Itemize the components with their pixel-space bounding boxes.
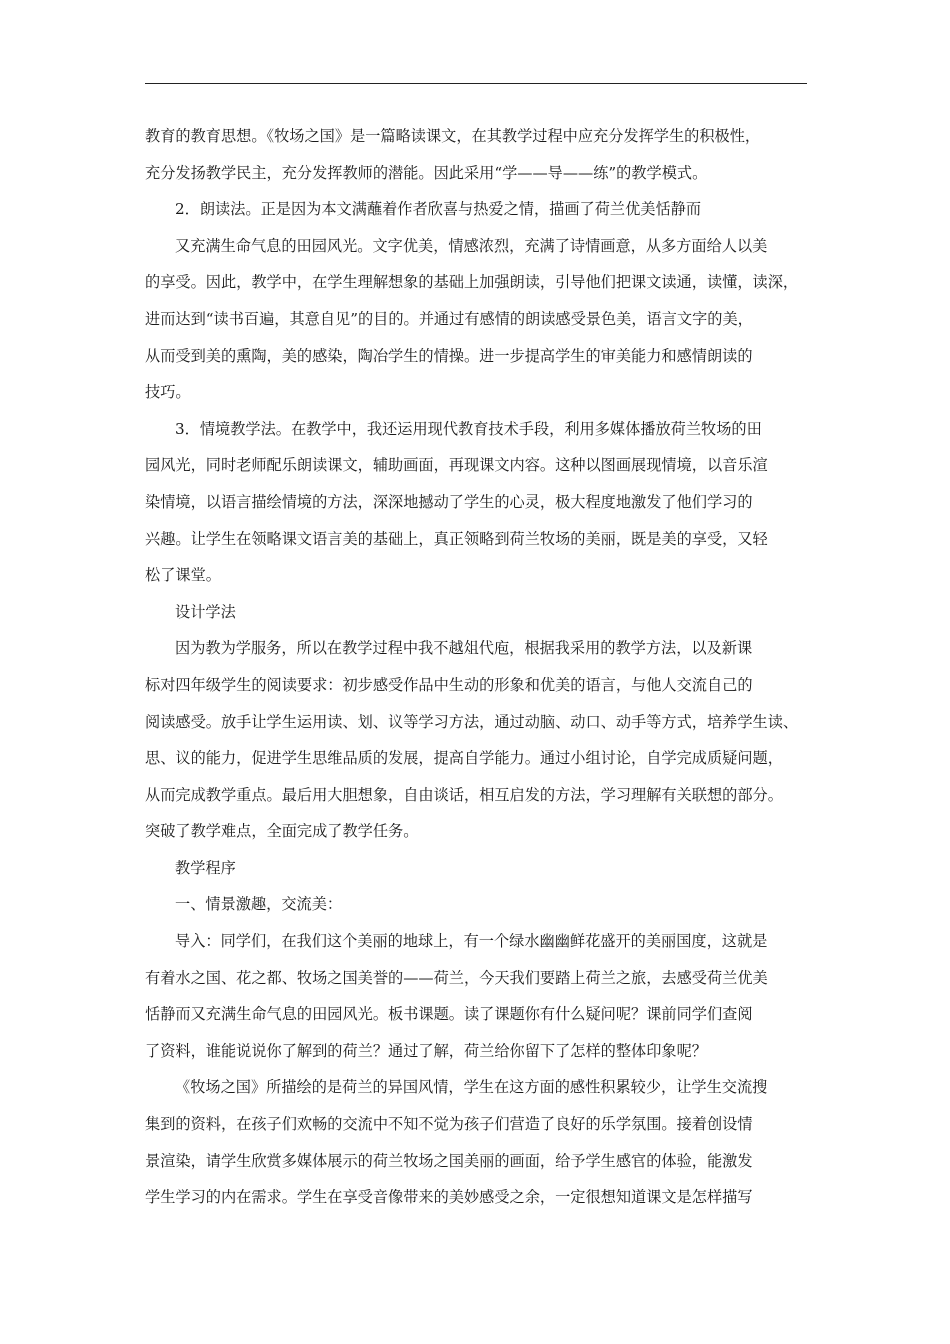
- text-line: 2．朗读法。正是因为本文满蘸着作者欣喜与热爱之情，描画了荷兰优美恬静而: [175, 200, 702, 219]
- text-line: 园风光，同时老师配乐朗读课文，辅助画面，再现课文内容。这种以图画展现情境，以音乐渲: [145, 456, 768, 475]
- text-line: 学生学习的内在需求。学生在享受音像带来的美妙感受之余，一定很想知道课文是怎样描写: [145, 1188, 753, 1207]
- text-line: 又充满生命气息的田园风光。文字优美，情感浓烈，充满了诗情画意，从多方面给人以美: [175, 236, 768, 255]
- text-line: 3．情境教学法。在教学中，我还运用现代教育技术手段，利用多媒体播放荷兰牧场的田: [175, 419, 762, 438]
- text-line: 阅读感受。放手让学生运用读、划、议等学习方法，通过动脑、动口、动手等方式，培养学生读、: [145, 712, 799, 731]
- text-line: 充分发扬教学民主，充分发挥教师的潜能。因此采用“学——导——练”的教学模式。: [145, 163, 708, 182]
- text-line: 技巧。: [145, 383, 191, 402]
- text-line: 标对四年级学生的阅读要求：初步感受作品中生动的形象和优美的语言，与他人交流自己的: [145, 675, 753, 694]
- text-line: 思、议的能力，促进学生思维品质的发展，提高自学能力。通过小组讨论，自学完成质疑问题，: [145, 749, 783, 768]
- text-line: 集到的资料，在孩子们欢畅的交流中不知不觉为孩子们营造了良好的乐学氛围。接着创设情: [145, 1115, 753, 1134]
- header-divider: [145, 83, 807, 84]
- text-line: 进而达到“读书百遍，其意自见”的目的。并通过有感情的朗读感受景色美，语言文字的美，: [145, 309, 753, 328]
- text-line: 从而完成教学重点。最后用大胆想象，自由谈话，相互启发的方法，学习理解有关联想的部分。: [145, 785, 783, 804]
- text-line: 兴趣。让学生在领略课文语言美的基础上，真正领略到荷兰牧场的美丽，既是美的享受，又轻: [145, 529, 768, 548]
- text-line: 松了课堂。: [145, 566, 221, 585]
- document-body: [145, 118, 807, 1216]
- text-line: 从而受到美的熏陶，美的感染，陶冶学生的情操。进一步提高学生的审美能力和感情朗读的: [145, 346, 753, 365]
- text-line: 因为教为学服务，所以在教学过程中我不越俎代庖，根据我采用的教学方法，以及新课: [175, 639, 753, 658]
- text-line: 教育的教育思想。《牧场之国》是一篇略读课文，在其教学过程中应充分发挥学生的积极性，: [145, 127, 761, 145]
- text-line: 了资料，谁能说说你了解到的荷兰？通过了解，荷兰给你留下了怎样的整体印象呢？: [145, 1041, 707, 1060]
- text-line: 恬静而又充满生命气息的田园风光。板书课题。读了课题你有什么疑问呢？课前同学们查阅: [145, 1005, 753, 1024]
- text-line: 突破了教学难点，全面完成了教学任务。: [145, 822, 419, 841]
- text-line: 染情境，以语言描绘情境的方法，深深地撼动了学生的心灵，极大程度地激发了他们学习的: [145, 492, 753, 511]
- text-line: 教学程序: [175, 858, 236, 877]
- text-line: 设计学法: [175, 602, 236, 621]
- text-line: 一、情景激趣，交流美：: [175, 895, 343, 914]
- text-line: 《牧场之国》所描绘的是荷兰的异国风情，学生在这方面的感性积累较少，让学生交流搜: [175, 1078, 768, 1097]
- text-line: 有着水之国、花之都、牧场之国美誉的——荷兰，今天我们要踏上荷兰之旅，去感受荷兰优美: [145, 968, 768, 987]
- text-line: 导入：同学们，在我们这个美丽的地球上，有一个绿水幽幽鲜花盛开的美丽国度，这就是: [175, 932, 768, 951]
- text-line: 的享受。因此，教学中，在学生理解想象的基础上加强朗读，引导他们把课文读通，读懂，读深，: [145, 273, 799, 292]
- text-line: 景渲染，请学生欣赏多媒体展示的荷兰牧场之国美丽的画面，给予学生感官的体验，能激发: [145, 1151, 753, 1170]
